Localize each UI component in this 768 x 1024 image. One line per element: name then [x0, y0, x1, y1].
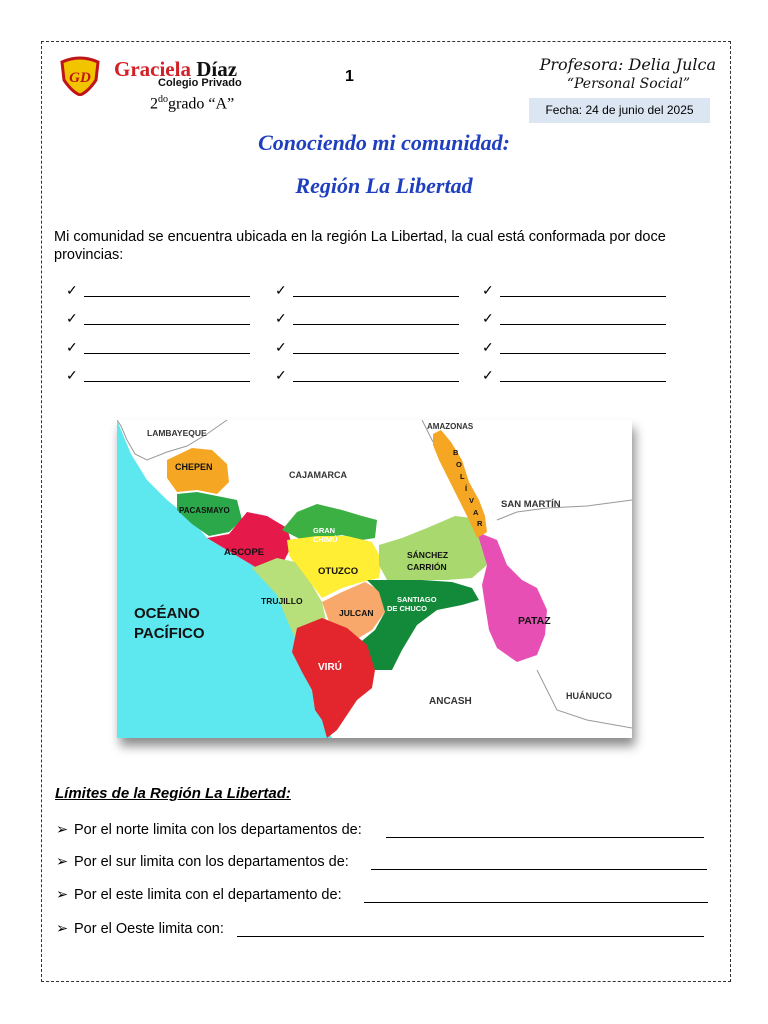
limits-title: Límites de la Región La Libertad: — [55, 785, 291, 802]
label-gran-chimu-1: GRAN — [313, 526, 336, 535]
school-name-last: Díaz — [196, 57, 238, 81]
logo-text: GD — [69, 70, 91, 86]
answer-line — [293, 353, 459, 354]
label-ocean-line-1: OCÉANO — [134, 605, 200, 622]
grade-number: 2 — [150, 95, 158, 113]
label-santiago-2: DE CHUCO — [387, 604, 428, 613]
check-icon: ✓ — [275, 310, 287, 326]
label-trujillo: TRUJILLO — [261, 596, 303, 606]
label-amazonas: AMAZONAS — [427, 422, 474, 431]
school-logo — [58, 56, 102, 96]
label-san-martin: SAN MARTÍN — [501, 499, 561, 510]
answer-line[interactable] — [237, 936, 704, 937]
check-icon: ✓ — [482, 282, 494, 298]
check-icon: ✓ — [66, 339, 78, 355]
answer-line — [84, 381, 250, 382]
answer-line — [500, 324, 666, 325]
answer-line — [84, 324, 250, 325]
label-otuzco: OTUZCO — [318, 566, 359, 577]
label-bolivar-letter: V — [469, 496, 475, 505]
checklist-row — [66, 339, 686, 361]
date-box: Fecha: 24 de junio del 2025 — [529, 98, 710, 123]
check-icon: ✓ — [275, 367, 287, 383]
label-pacasmayo: PACASMAYO — [179, 506, 230, 515]
answer-line — [293, 381, 459, 382]
check-icon: ✓ — [275, 282, 287, 298]
check-icon: ✓ — [482, 367, 494, 383]
answer-line — [500, 353, 666, 354]
school-subtitle: Colegio Privado — [158, 77, 242, 89]
teacher-name: Profesora: Delia Julca — [539, 55, 716, 74]
label-bolivar-letter: B — [453, 448, 459, 457]
label-sanchez-carrion-1: SÁNCHEZ — [407, 550, 449, 560]
checklist-row — [66, 282, 686, 304]
label-lambayeque: LAMBAYEQUE — [147, 428, 207, 438]
limit-text: Por el este limita con el departamento de: — [74, 887, 342, 903]
label-chepen: CHEPEN — [175, 462, 213, 472]
checklist-row — [66, 367, 686, 389]
grade-text: grado “A” — [168, 95, 235, 113]
check-icon: ✓ — [66, 282, 78, 298]
answer-line — [500, 296, 666, 297]
label-bolivar-letter: O — [456, 460, 462, 469]
label-ascope: ASCOPE — [224, 547, 265, 558]
grade-suffix: do — [158, 94, 168, 105]
arrow-bullet-icon: ➢ — [56, 854, 69, 870]
answer-line[interactable] — [364, 902, 708, 903]
label-huanuco: HUÁNUCO — [566, 691, 612, 701]
label-bolivar-letter: Í — [465, 484, 468, 493]
school-name-first: Graciela — [114, 57, 191, 81]
check-icon: ✓ — [482, 310, 494, 326]
grade-label — [150, 94, 234, 113]
label-sanchez-carrion-2: CARRIÓN — [407, 562, 447, 572]
title-line-2: Región La Libertad — [295, 173, 473, 198]
answer-line — [84, 353, 250, 354]
label-gran-chimu-2: CHIMÚ — [313, 535, 338, 544]
label-ancash: ANCASH — [429, 696, 472, 707]
check-icon: ✓ — [66, 310, 78, 326]
label-cajamarca: CAJAMARCA — [289, 470, 347, 480]
check-icon: ✓ — [275, 339, 287, 355]
limit-text: Por el norte limita con los departamentos de: — [74, 822, 362, 838]
label-viru: VIRÚ — [318, 662, 342, 673]
region-map — [117, 420, 632, 738]
label-bolivar-letter: L — [460, 472, 465, 481]
limit-text: Por el sur limita con los departamentos de: — [74, 854, 349, 870]
label-pataz: PATAZ — [518, 615, 551, 627]
subject-name: “Personal Social” — [566, 76, 690, 92]
label-bolivar-letter: A — [473, 508, 479, 517]
arrow-bullet-icon: ➢ — [56, 822, 69, 838]
intro-text: Mi comunidad se encuentra ubicada en la región La Libertad, la cual está conformada por doce provincias: — [54, 229, 666, 263]
label-santiago-1: SANTIAGO — [397, 595, 437, 604]
label-ocean-line-2: PACÍFICO — [134, 625, 205, 642]
answer-line[interactable] — [386, 837, 704, 838]
answer-line — [500, 381, 666, 382]
check-icon: ✓ — [482, 339, 494, 355]
checklist-row — [66, 310, 686, 332]
answer-line — [84, 296, 250, 297]
arrow-bullet-icon: ➢ — [56, 887, 69, 903]
answer-line — [293, 296, 459, 297]
label-bolivar-letter: R — [477, 519, 483, 528]
limit-text: Por el Oeste limita con: — [74, 921, 224, 937]
label-julcan: JULCAN — [339, 608, 374, 618]
page-number: 1 — [345, 68, 354, 85]
title-line-1: Conociendo mi comunidad: — [258, 130, 510, 155]
answer-line[interactable] — [371, 869, 707, 870]
check-icon: ✓ — [66, 367, 78, 383]
arrow-bullet-icon: ➢ — [56, 921, 69, 937]
answer-line — [293, 324, 459, 325]
